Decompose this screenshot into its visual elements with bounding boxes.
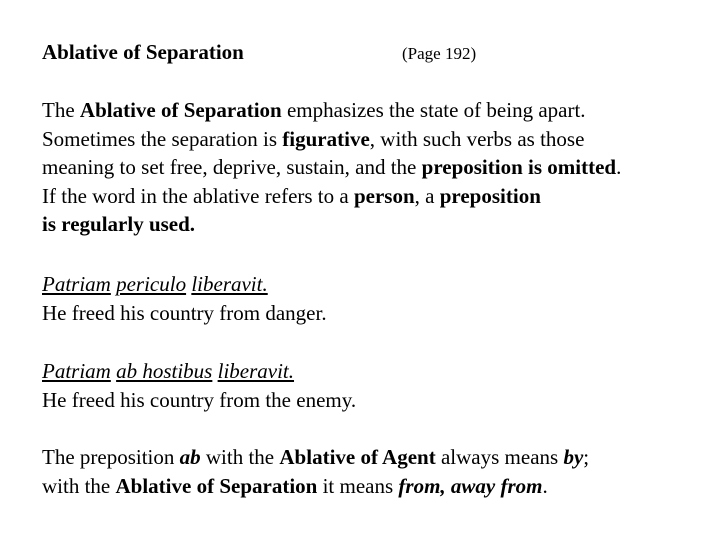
intro-text: The [42, 98, 80, 122]
note-emphasis: Ablative of Separation [115, 473, 318, 498]
example-1-latin [42, 270, 327, 299]
note-emphasis: ab [179, 445, 201, 469]
example-2 [42, 357, 356, 414]
latin-word: ab hostibus [116, 359, 213, 383]
note-emphasis: by [563, 445, 584, 469]
example-2-translation: He freed his country from the enemy. [42, 387, 357, 412]
intro-text: , a [414, 183, 440, 208]
latin-word: Patriam [42, 272, 111, 296]
slide-title: Ablative of Separation [42, 40, 244, 64]
example-2-latin [42, 357, 356, 386]
note-text: ; [583, 445, 590, 469]
note-line-2 [42, 472, 589, 501]
latin-word: Patriam [42, 359, 111, 383]
note-text: it means [317, 473, 399, 498]
note-text: with the [200, 445, 280, 469]
intro-emphasis: preposition [439, 183, 541, 208]
intro-text: If the word in the ablative refers to a [42, 183, 354, 208]
intro-emphasis: preposition is omitted [421, 155, 617, 179]
page-reference: (Page 192) [402, 44, 477, 63]
note-emphasis: Ablative of Agent [279, 445, 436, 469]
intro-line-4 [42, 182, 621, 211]
latin-word: liberavit. [217, 359, 295, 383]
intro-text: emphasizes the state of being apart. [281, 98, 586, 122]
note-text: with the [42, 473, 116, 498]
intro-line-5: is regularly used. [42, 212, 196, 236]
example-1-translation: He freed his country from danger. [42, 300, 327, 325]
intro-line-2 [42, 125, 621, 154]
note-text: always means [435, 445, 564, 469]
latin-word: liberavit. [191, 272, 268, 296]
intro-emphasis: Ablative of Separation [79, 98, 282, 122]
intro-paragraph [42, 96, 621, 239]
intro-text: , with such verbs as those [369, 126, 585, 151]
note-emphasis: from, away from [398, 473, 543, 498]
intro-line-1 [42, 96, 621, 125]
intro-text: Sometimes the separation is [42, 126, 283, 151]
note-line-1 [42, 443, 589, 472]
note-text: . [542, 473, 548, 498]
intro-emphasis: person [353, 183, 415, 208]
latin-word: periculo [116, 272, 187, 296]
intro-line-3 [42, 153, 621, 182]
intro-emphasis: figurative [282, 126, 370, 151]
note-text: The preposition [42, 445, 180, 469]
intro-text: meaning to set free, deprive, sustain, and the [42, 155, 422, 179]
example-1 [42, 270, 327, 327]
intro-text: . [616, 155, 622, 179]
note-paragraph [42, 443, 589, 500]
